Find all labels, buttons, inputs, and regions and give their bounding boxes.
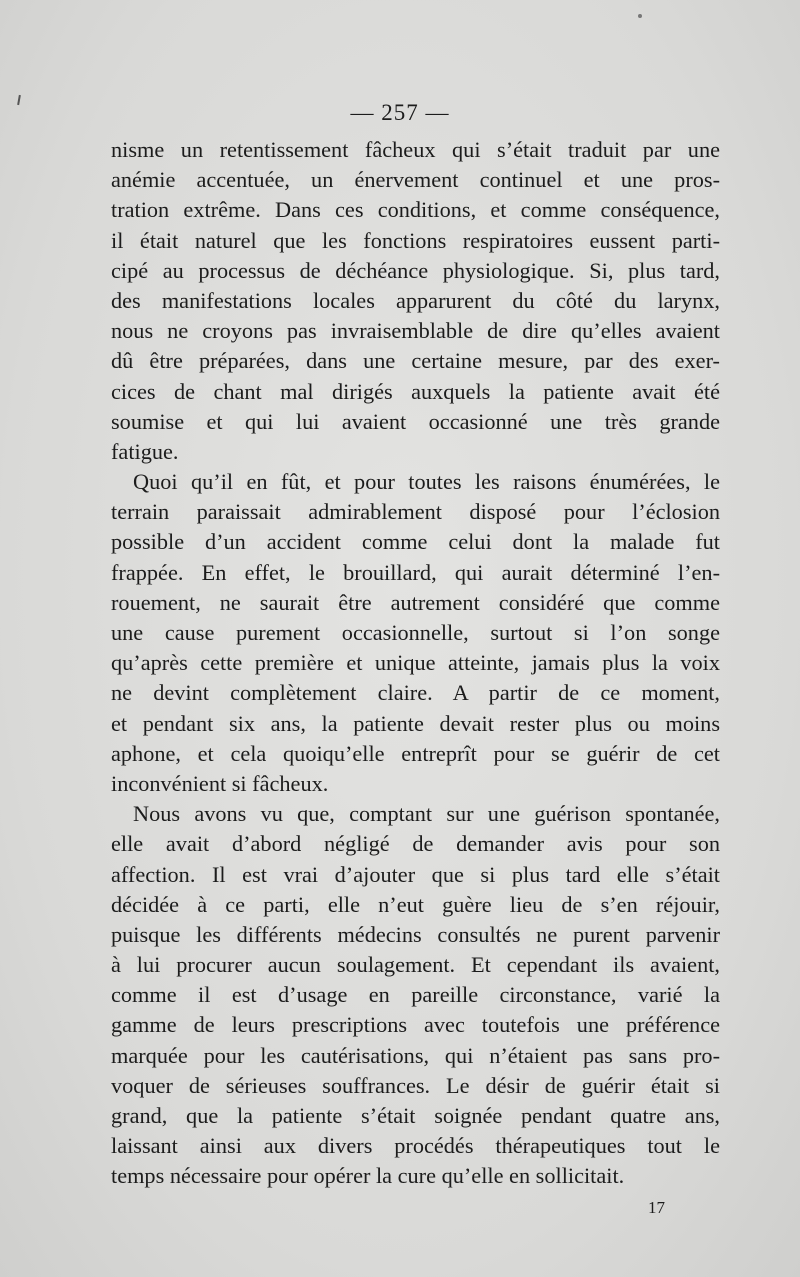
- paragraph-2: [111, 467, 720, 799]
- text-line: aphone, et cela quoiqu’elle entreprît pour se guérir de cet: [111, 740, 720, 766]
- text-line: cices de chant mal dirigés auxquels la patiente avait été: [111, 378, 720, 404]
- text-line: rouement, ne saurait être autrement considéré que comme: [111, 589, 720, 615]
- text-line: Quoi qu’il en fût, et pour toutes les raisons énumérées, le: [133, 469, 720, 495]
- text-line: et pendant six ans, la patiente devait rester plus ou moins: [111, 710, 720, 736]
- text-line: voquer de sérieuses souffrances. Le désir de guérir était si: [111, 1072, 720, 1098]
- text-line: inconvénient si fâcheux.: [111, 770, 329, 796]
- text-line: comme il est d’usage en pareille circonstance, varié la: [111, 982, 720, 1008]
- text-line: dû être préparées, dans une certaine mesure, par des exer-: [111, 348, 720, 374]
- body-text: [111, 135, 720, 1192]
- text-line: ne devint complètement claire. A partir de ce moment,: [111, 680, 720, 706]
- text-line: cipé au processus de déchéance physiologique. Si, plus tard,: [111, 257, 720, 283]
- text-line: nisme un retentissement fâcheux qui s’était traduit par une: [111, 137, 720, 162]
- text-line: une cause purement occasionnelle, surtout si l’on songe: [111, 620, 720, 645]
- text-line: fatigue.: [111, 438, 179, 464]
- paragraph-3: [111, 799, 720, 1191]
- text-line: possible d’un accident comme celui dont la malade fut: [111, 529, 720, 555]
- text-line: affection. Il est vrai d’ajouter que si plus tard elle s’était: [111, 861, 720, 887]
- paragraph-1: [111, 135, 720, 467]
- text-line: nous ne croyons pas invraisemblable de dire qu’elles avaient: [111, 318, 720, 344]
- page-number: — 257 —: [350, 100, 450, 125]
- text-line: elle avait d’abord négligé de demander avis pour son: [111, 831, 720, 857]
- text-line: décidée à ce parti, elle n’eut guère lieu de s’en réjouir,: [111, 891, 720, 917]
- paper-speck: [638, 14, 642, 18]
- text-line: il était naturel que les fonctions respiratoires eussent parti-: [111, 227, 720, 253]
- signature-mark: 17: [648, 1198, 665, 1217]
- text-line: tration extrême. Dans ces conditions, et comme conséquence,: [111, 197, 720, 223]
- text-line: grand, que la patiente s’était soignée pendant quatre ans,: [111, 1103, 720, 1128]
- text-line: frappée. En effet, le brouillard, qui aurait déterminé l’en-: [111, 559, 720, 585]
- text-line: temps nécessaire pour opérer la cure qu’elle en sollicitait.: [111, 1163, 625, 1189]
- text-line: à lui procurer aucun soulagement. Et cependant ils avaient,: [111, 952, 720, 978]
- text-line: puisque les différents médecins consultés ne purent parvenir: [111, 921, 720, 947]
- text-line: terrain paraissait admirablement disposé pour l’éclosion: [111, 499, 720, 525]
- text-line: gamme de leurs prescriptions avec toutefois une préférence: [111, 1012, 720, 1038]
- text-line: laissant ainsi aux divers procédés thérapeutiques tout le: [111, 1133, 720, 1159]
- text-line: Nous avons vu que, comptant sur une guérison spontanée,: [133, 801, 720, 827]
- text-line: marquée pour les cautérisations, qui n’étaient pas sans pro-: [111, 1042, 720, 1068]
- text-line: des manifestations locales apparurent du côté du larynx,: [111, 287, 720, 313]
- text-line: anémie accentuée, un énervement continuel et une pros-: [111, 167, 720, 193]
- text-line: soumise et qui lui avaient occasionné une très grande: [111, 408, 720, 434]
- text-line: qu’après cette première et unique atteinte, jamais plus la voix: [111, 650, 720, 676]
